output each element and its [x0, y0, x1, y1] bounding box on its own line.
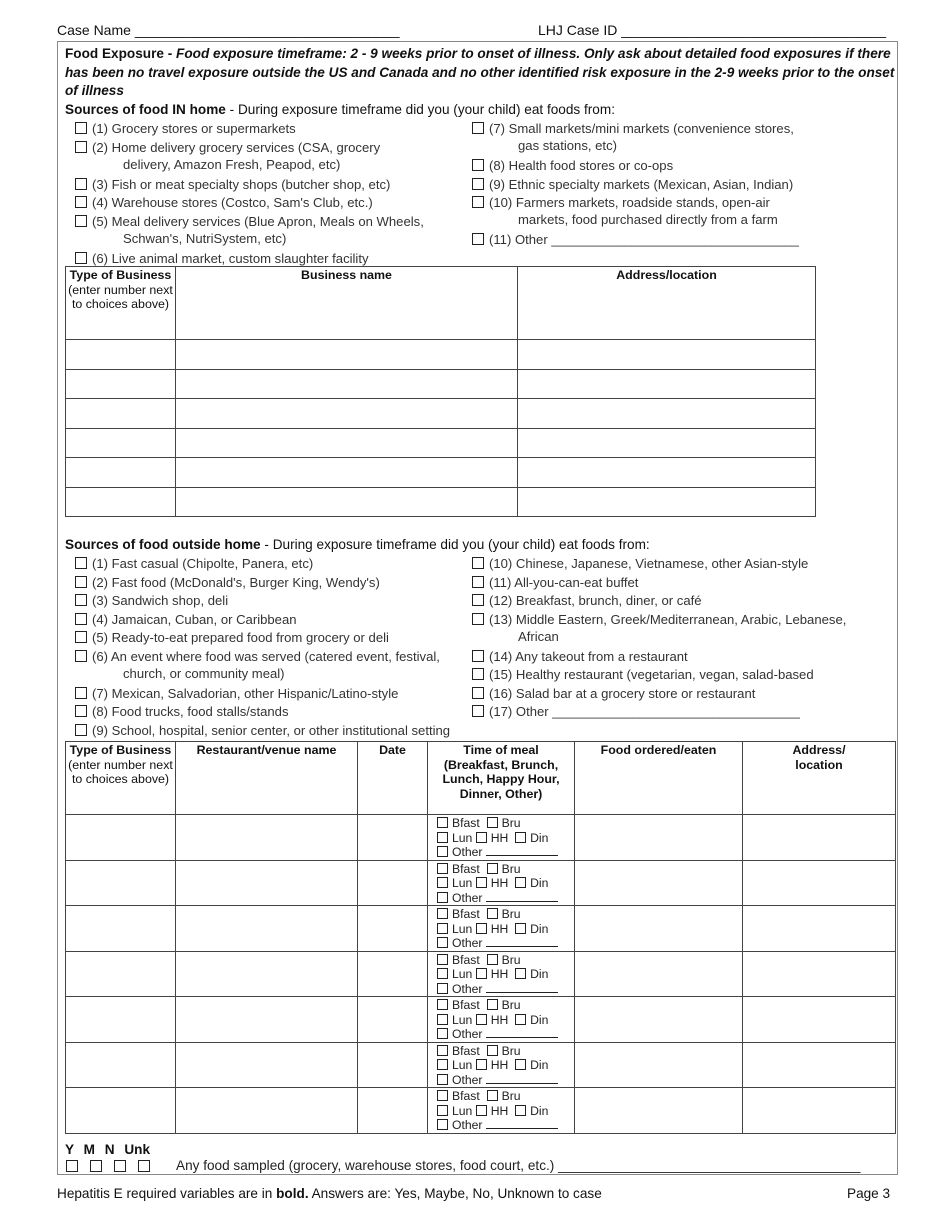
- col-type-of-business: Type of Business (enter number next to choices above): [66, 742, 176, 815]
- bfast-checkbox[interactable]: [437, 999, 448, 1010]
- option-item[interactable]: [472, 194, 778, 228]
- option-checkbox[interactable]: [75, 141, 87, 153]
- option-label: (1) Fast casual (Chipolte, Panera, etc): [92, 556, 314, 571]
- option-label: (17) Other __________________________________: [489, 704, 800, 719]
- type-cell[interactable]: [66, 951, 176, 997]
- option-checkbox[interactable]: [472, 594, 484, 606]
- option-item[interactable]: [472, 685, 755, 702]
- option-item[interactable]: [75, 120, 296, 137]
- col-date: Date: [358, 742, 428, 815]
- option-label: (9) School, hospital, senior center, or other institutional setting: [92, 722, 451, 738]
- food-exposure-timeframe: Food exposure timeframe: 2 - 9 weeks prior to onset of illness. Only ask about detailed food exposures if there has been no travel exposure outside the US and Canada and no other identified risk exposure in the 2-9 weeks prior to the onset of illness: [65, 46, 895, 98]
- food-ordered-cell[interactable]: [575, 997, 743, 1043]
- option-checkbox[interactable]: [75, 705, 87, 717]
- type-cell[interactable]: [66, 399, 176, 429]
- address-cell[interactable]: [518, 369, 816, 399]
- venue-name-cell[interactable]: [176, 906, 358, 952]
- option-item[interactable]: [75, 250, 369, 267]
- option-checkbox[interactable]: [75, 557, 87, 569]
- type-cell[interactable]: [66, 906, 176, 952]
- option-checkbox[interactable]: [75, 594, 87, 606]
- option-label: (4) Jamaican, Cuban, or Caribbean: [92, 611, 297, 627]
- food-ordered-cell[interactable]: [575, 1042, 743, 1088]
- address-cell[interactable]: [743, 1088, 896, 1134]
- option-label: (5) Ready-to-eat prepared food from grocery or deli: [92, 630, 389, 645]
- option-label: (5) Meal delivery services (Blue Apron, Meals on Wheels,: [92, 213, 424, 229]
- option-label: (1) Grocery stores or supermarkets: [92, 121, 296, 136]
- date-cell[interactable]: [358, 1088, 428, 1134]
- option-item[interactable]: [75, 703, 289, 720]
- din-checkbox[interactable]: [515, 968, 526, 979]
- option-label: (10) Farmers markets, roadside stands, open-air: [489, 195, 770, 210]
- option-label: (3) Fish or meat specialty shops (butcher shop, etc): [92, 176, 391, 192]
- option-checkbox[interactable]: [472, 122, 484, 134]
- option-item[interactable]: [75, 176, 390, 193]
- option-item[interactable]: [472, 157, 673, 174]
- lhj-case-id-blank[interactable]: __________________________________: [621, 22, 886, 38]
- date-cell[interactable]: [358, 906, 428, 952]
- other-blank[interactable]: [486, 845, 558, 856]
- din-checkbox[interactable]: [515, 1105, 526, 1116]
- hh-checkbox[interactable]: [476, 1105, 487, 1116]
- sampled-maybe-checkbox[interactable]: [90, 1160, 102, 1172]
- food-exposure-instruction: [65, 45, 895, 101]
- table-row: [66, 399, 816, 429]
- option-item[interactable]: [472, 611, 846, 645]
- option-checkbox[interactable]: [472, 705, 484, 717]
- other-checkbox[interactable]: [437, 1074, 448, 1085]
- option-checkbox[interactable]: [472, 159, 484, 171]
- venue-name-cell[interactable]: [176, 1042, 358, 1088]
- bru-checkbox[interactable]: [487, 1045, 498, 1056]
- in-home-business-table: [65, 266, 816, 517]
- other-blank[interactable]: [486, 1118, 558, 1129]
- option-checkbox[interactable]: [75, 196, 87, 208]
- meal-time-cell: Bfast Bru Lun HH Din Other: [428, 1042, 575, 1088]
- address-cell[interactable]: [518, 340, 816, 370]
- option-label: (11) All-you-can-eat buffet: [489, 574, 639, 590]
- option-item[interactable]: [472, 574, 638, 591]
- bru-checkbox[interactable]: [487, 863, 498, 874]
- business-name-cell[interactable]: [176, 340, 518, 370]
- hh-checkbox[interactable]: [476, 923, 487, 934]
- lun-checkbox[interactable]: [437, 877, 448, 888]
- table-row: [66, 1042, 896, 1088]
- option-label: (7) Mexican, Salvadorian, other Hispanic/Latino-style: [92, 685, 399, 701]
- option-label: (15) Healthy restaurant (vegetarian, vegan, salad-based: [489, 667, 814, 682]
- option-label: (4) Warehouse stores (Costco, Sam's Club, etc.): [92, 195, 373, 210]
- lun-checkbox[interactable]: [437, 968, 448, 979]
- option-label: (3) Sandwich shop, deli: [92, 593, 229, 608]
- hh-checkbox[interactable]: [476, 1059, 487, 1070]
- option-item[interactable]: [75, 555, 313, 572]
- bru-checkbox[interactable]: [487, 908, 498, 919]
- option-label: (13) Middle Eastern, Greek/Mediterranean, Arabic, Lebanese,: [489, 611, 847, 627]
- type-cell[interactable]: [66, 1042, 176, 1088]
- table-row: [66, 997, 896, 1043]
- option-checkbox[interactable]: [472, 613, 484, 625]
- option-checkbox[interactable]: [75, 687, 87, 699]
- business-name-cell[interactable]: [176, 458, 518, 488]
- case-name-blank[interactable]: __________________________________: [134, 22, 400, 38]
- option-item[interactable]: [75, 194, 373, 211]
- bfast-checkbox[interactable]: [437, 908, 448, 919]
- option-checkbox[interactable]: [472, 650, 484, 662]
- case-name-label: Case Name: [57, 22, 131, 38]
- address-cell[interactable]: [518, 428, 816, 458]
- address-cell[interactable]: [518, 487, 816, 517]
- case-name-field[interactable]: [57, 22, 400, 38]
- bfast-checkbox[interactable]: [437, 1090, 448, 1101]
- option-item[interactable]: [472, 176, 793, 193]
- option-item[interactable]: [75, 685, 398, 702]
- type-cell[interactable]: [66, 428, 176, 458]
- option-item[interactable]: [75, 592, 228, 609]
- option-checkbox[interactable]: [75, 178, 87, 190]
- bfast-checkbox[interactable]: [437, 1045, 448, 1056]
- option-checkbox[interactable]: [472, 557, 484, 569]
- bru-checkbox[interactable]: [487, 954, 498, 965]
- food-sampled-blank[interactable]: ________________________________________: [558, 1158, 861, 1173]
- food-ordered-cell[interactable]: [575, 1088, 743, 1134]
- table-header-row: [66, 267, 816, 340]
- other-checkbox[interactable]: [437, 983, 448, 994]
- option-item[interactable]: [75, 648, 440, 682]
- option-label-continued: delivery, Amazon Fresh, Peapod, etc): [123, 156, 341, 172]
- hh-checkbox[interactable]: [476, 1014, 487, 1025]
- outside-home-venue-table: [65, 741, 896, 1134]
- address-cell[interactable]: [743, 951, 896, 997]
- option-label: (8) Health food stores or co-ops: [489, 158, 674, 173]
- lhj-case-id-field[interactable]: [538, 22, 886, 38]
- option-checkbox[interactable]: [75, 631, 87, 643]
- venue-name-cell[interactable]: [176, 815, 358, 861]
- sampled-unknown-checkbox[interactable]: [138, 1160, 150, 1172]
- table-row: [66, 340, 816, 370]
- table-row: [66, 369, 816, 399]
- date-cell[interactable]: [358, 815, 428, 861]
- option-item[interactable]: [75, 213, 424, 247]
- type-cell[interactable]: [66, 487, 176, 517]
- bfast-checkbox[interactable]: [437, 863, 448, 874]
- option-label: (2) Home delivery grocery services (CSA, grocery: [92, 139, 381, 155]
- table-row: [66, 1088, 896, 1134]
- option-item[interactable]: [75, 611, 297, 628]
- hh-checkbox[interactable]: [476, 968, 487, 979]
- option-checkbox[interactable]: [75, 252, 87, 264]
- sampled-no-checkbox[interactable]: [114, 1160, 126, 1172]
- type-cell[interactable]: [66, 340, 176, 370]
- other-checkbox[interactable]: [437, 892, 448, 903]
- other-checkbox[interactable]: [437, 1028, 448, 1039]
- option-label: (12) Breakfast, brunch, diner, or café: [489, 593, 702, 608]
- option-checkbox[interactable]: [472, 178, 484, 190]
- col-address-location: Address/location: [518, 267, 816, 340]
- option-item[interactable]: [472, 592, 702, 609]
- option-checkbox[interactable]: [472, 687, 484, 699]
- food-sampled-question: Any food sampled (grocery, warehouse stores, food court, etc.) ________________________________________: [176, 1158, 861, 1173]
- lhj-case-id-label: LHJ Case ID: [538, 22, 618, 38]
- option-item[interactable]: [472, 555, 808, 572]
- option-checkbox[interactable]: [75, 215, 87, 227]
- lun-checkbox[interactable]: [437, 1059, 448, 1070]
- food-ordered-cell[interactable]: [575, 906, 743, 952]
- din-checkbox[interactable]: [515, 923, 526, 934]
- din-checkbox[interactable]: [515, 1059, 526, 1070]
- page-number: Page 3: [847, 1186, 891, 1201]
- date-cell[interactable]: [358, 1042, 428, 1088]
- address-cell[interactable]: [518, 458, 816, 488]
- meal-time-cell: Bfast Bru Lun HH Din Other: [428, 1088, 575, 1134]
- option-item[interactable]: [472, 231, 799, 248]
- other-checkbox[interactable]: [437, 1119, 448, 1130]
- bfast-checkbox[interactable]: [437, 817, 448, 828]
- other-checkbox[interactable]: [437, 937, 448, 948]
- footer-note: Hepatitis E required variables are in bold. Answers are: Yes, Maybe, No, Unknown to case: [57, 1186, 602, 1201]
- hh-checkbox[interactable]: [476, 832, 487, 843]
- option-item[interactable]: [472, 120, 794, 154]
- in-home-heading: Sources of food IN home - During exposure timeframe did you (your child) eat foods from:: [65, 102, 615, 117]
- bru-checkbox[interactable]: [487, 999, 498, 1010]
- lun-checkbox[interactable]: [437, 923, 448, 934]
- food-ordered-cell[interactable]: [575, 815, 743, 861]
- option-checkbox[interactable]: [75, 650, 87, 662]
- option-checkbox[interactable]: [472, 576, 484, 588]
- option-label: (11) Other __________________________________: [489, 232, 799, 247]
- venue-name-cell[interactable]: [176, 951, 358, 997]
- table-row: [66, 951, 896, 997]
- business-name-cell[interactable]: [176, 399, 518, 429]
- option-label: (7) Small markets/mini markets (convenience stores,: [489, 121, 794, 136]
- table-header-row: [66, 742, 896, 815]
- bfast-checkbox[interactable]: [437, 954, 448, 965]
- col-restaurant-venue-name: Restaurant/venue name: [176, 742, 358, 815]
- address-cell[interactable]: [743, 860, 896, 906]
- other-blank[interactable]: [486, 1027, 558, 1038]
- option-item[interactable]: [75, 722, 450, 739]
- option-label-continued: African: [518, 628, 559, 644]
- option-label-continued: gas stations, etc): [518, 138, 617, 153]
- venue-name-cell[interactable]: [176, 860, 358, 906]
- din-checkbox[interactable]: [515, 832, 526, 843]
- col-time-of-meal: Time of meal (Breakfast, Brunch, Lunch, Happy Hour, Dinner, Other): [428, 742, 575, 815]
- option-item[interactable]: [75, 139, 380, 173]
- option-checkbox[interactable]: [472, 668, 484, 680]
- business-name-cell[interactable]: [176, 487, 518, 517]
- table-row: [66, 860, 896, 906]
- lun-checkbox[interactable]: [437, 1014, 448, 1025]
- option-label: (6) Live animal market, custom slaughter facility: [92, 250, 369, 266]
- option-item[interactable]: [472, 703, 800, 720]
- col-type-of-business: Type of Business (enter number next to choices above): [66, 267, 176, 340]
- option-label: (6) An event where food was served (catered event, festival,: [92, 648, 440, 664]
- option-label: (14) Any takeout from a restaurant: [489, 648, 688, 664]
- meal-time-cell: Bfast Bru Lun HH Din Other: [428, 997, 575, 1043]
- din-checkbox[interactable]: [515, 1014, 526, 1025]
- option-checkbox[interactable]: [75, 122, 87, 134]
- meal-time-cell: Bfast Bru Lun HH Din Other: [428, 906, 575, 952]
- option-label-continued: church, or community meal): [123, 665, 285, 681]
- option-item[interactable]: [472, 666, 814, 683]
- option-label: (9) Ethnic specialty markets (Mexican, Asian, Indian): [489, 176, 794, 192]
- col-business-name: Business name: [176, 267, 518, 340]
- address-cell[interactable]: [743, 815, 896, 861]
- option-label-continued: markets, food purchased directly from a farm: [518, 212, 778, 227]
- other-blank[interactable]: [486, 891, 558, 902]
- business-name-cell[interactable]: [176, 369, 518, 399]
- address-cell[interactable]: [518, 399, 816, 429]
- venue-name-cell[interactable]: [176, 997, 358, 1043]
- address-cell[interactable]: [743, 997, 896, 1043]
- table-row: [66, 458, 816, 488]
- food-exposure-title: Food Exposure -: [65, 46, 177, 61]
- bru-checkbox[interactable]: [487, 817, 498, 828]
- sampled-yes-checkbox[interactable]: [66, 1160, 78, 1172]
- outside-home-heading: Sources of food outside home - During exposure timeframe did you (your child) eat foods from:: [65, 537, 650, 552]
- option-checkbox[interactable]: [75, 724, 87, 736]
- address-cell[interactable]: [743, 906, 896, 952]
- date-cell[interactable]: [358, 997, 428, 1043]
- type-cell[interactable]: [66, 458, 176, 488]
- type-cell[interactable]: [66, 997, 176, 1043]
- option-label: (2) Fast food (McDonald's, Burger King, Wendy's): [92, 574, 380, 590]
- address-cell[interactable]: [743, 1042, 896, 1088]
- answer-labels: Y M N Unk: [65, 1142, 151, 1157]
- option-item[interactable]: [75, 629, 389, 646]
- lun-checkbox[interactable]: [437, 832, 448, 843]
- other-blank[interactable]: [486, 1073, 558, 1084]
- din-checkbox[interactable]: [515, 877, 526, 888]
- col-food-ordered: Food ordered/eaten: [575, 742, 743, 815]
- table-row: [66, 487, 816, 517]
- option-label-continued: Schwan's, NutriSystem, etc): [123, 230, 287, 246]
- type-cell[interactable]: [66, 860, 176, 906]
- date-cell[interactable]: [358, 951, 428, 997]
- option-checkbox[interactable]: [472, 196, 484, 208]
- option-label: (16) Salad bar at a grocery store or restaurant: [489, 685, 756, 701]
- date-cell[interactable]: [358, 860, 428, 906]
- business-name-cell[interactable]: [176, 428, 518, 458]
- other-blank[interactable]: [486, 936, 558, 947]
- option-label: (8) Food trucks, food stalls/stands: [92, 704, 289, 719]
- option-item[interactable]: [75, 574, 380, 591]
- bru-checkbox[interactable]: [487, 1090, 498, 1101]
- venue-name-cell[interactable]: [176, 1088, 358, 1134]
- option-item[interactable]: [472, 648, 688, 665]
- option-checkbox[interactable]: [75, 576, 87, 588]
- other-checkbox[interactable]: [437, 846, 448, 857]
- meal-time-cell: Bfast Bru Lun HH Din Other: [428, 951, 575, 997]
- table-row: [66, 428, 816, 458]
- meal-time-cell: Bfast Bru Lun HH Din Other: [428, 815, 575, 861]
- hh-checkbox[interactable]: [476, 877, 487, 888]
- type-cell[interactable]: [66, 815, 176, 861]
- food-ordered-cell[interactable]: [575, 860, 743, 906]
- lun-checkbox[interactable]: [437, 1105, 448, 1116]
- table-row: [66, 906, 896, 952]
- table-row: [66, 815, 896, 861]
- meal-time-cell: Bfast Bru Lun HH Din Other: [428, 860, 575, 906]
- option-checkbox[interactable]: [75, 613, 87, 625]
- option-label: (10) Chinese, Japanese, Vietnamese, other Asian-style: [489, 556, 809, 571]
- type-cell[interactable]: [66, 1088, 176, 1134]
- other-blank[interactable]: [486, 982, 558, 993]
- food-ordered-cell[interactable]: [575, 951, 743, 997]
- option-checkbox[interactable]: [472, 233, 484, 245]
- col-address-location: Address/ location: [743, 742, 896, 815]
- type-cell[interactable]: [66, 369, 176, 399]
